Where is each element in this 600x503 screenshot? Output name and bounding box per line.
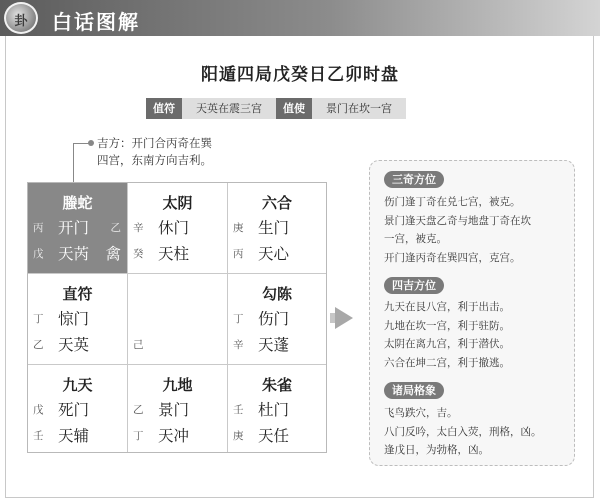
- door-label: 惊门: [58, 310, 90, 328]
- door-label: 伤门: [258, 310, 290, 328]
- palace-cell: [128, 183, 228, 274]
- star-label: 天芮: [58, 245, 90, 263]
- door-label: 死门: [58, 401, 90, 419]
- stem-label: 辛: [133, 222, 144, 234]
- star-label: 天心: [258, 245, 290, 263]
- palace-cell: [128, 274, 228, 365]
- stem-label: 壬: [233, 404, 244, 416]
- callout-connector: [73, 143, 89, 144]
- emblem-icon: 卦: [4, 2, 38, 34]
- section-title-three-wonders: 三奇方位: [384, 171, 444, 188]
- stem-label: 庚: [233, 430, 244, 442]
- spirit-label: 太阴: [162, 194, 193, 212]
- duty-door-value: 景门在坎一宫: [312, 98, 406, 119]
- page-title: 阳遁四局戊癸日乙卯时盘: [201, 65, 399, 85]
- stem-label: 戊: [33, 248, 44, 260]
- stem-label: 丙: [33, 222, 44, 234]
- spirit-label: 九地: [162, 376, 193, 394]
- duty-pills: [146, 98, 406, 119]
- section-text-four-auspicious: 九天在艮八宫，利于出击。 九地在坎一宫，利于驻防。 太阴在离九宫，利于潜伏。 六合在坤二宫，利于撤逃。: [384, 301, 510, 369]
- door-label: 生门: [258, 219, 290, 237]
- palace-cell: [128, 365, 228, 452]
- header-bar: [0, 0, 600, 36]
- stem-label: 壬: [33, 430, 44, 442]
- door-label: 休门: [158, 219, 190, 237]
- star-label: 天英: [58, 336, 90, 354]
- arrow-right-icon: [335, 307, 353, 329]
- callout-dot: [88, 140, 94, 146]
- stem-label: 丁: [33, 313, 44, 325]
- star-label: 天冲: [158, 427, 190, 445]
- section-title-patterns: 诸局格象: [384, 382, 444, 399]
- stem-label: 乙: [33, 339, 44, 351]
- palace-cell: [228, 274, 326, 365]
- palace-cell: [28, 183, 128, 274]
- stem-label: 癸: [133, 248, 144, 260]
- stem-label: 戊: [33, 404, 44, 416]
- stem-label: 庚: [233, 222, 244, 234]
- spirit-label: 九天: [62, 376, 93, 394]
- door-label: 景门: [158, 401, 190, 419]
- star-label: 禽: [105, 245, 121, 263]
- palace-cell: [228, 183, 326, 274]
- spirit-label: 螣蛇: [62, 194, 93, 212]
- spirit-label: 六合: [261, 194, 292, 212]
- stem-label: 己: [133, 339, 144, 351]
- palace-cell: [228, 365, 326, 452]
- palace-cell: [28, 274, 128, 365]
- palace-cell: [28, 365, 128, 452]
- stem-label: 乙: [133, 404, 144, 416]
- door-label: 开门: [58, 219, 90, 237]
- section-text-patterns: 飞鸟跌穴，吉。 八门反吟，太白入荧，刑格，凶。 逢戊日，为勃格，凶。: [384, 407, 542, 456]
- stem-label: 丁: [233, 313, 244, 325]
- section-title-four-auspicious: 四吉方位: [384, 277, 444, 294]
- stem-label: 丙: [233, 248, 244, 260]
- spirit-label: 直符: [62, 285, 93, 303]
- section-text-three-wonders: 伤门逢丁奇在兑七宫，被克。 景门逢天盘乙奇与地盘丁奇在坎 一宫，被克。 开门逢丙奇在巽四宫，克宫。: [384, 196, 531, 264]
- callout-line: [73, 143, 74, 183]
- door-label: 杜门: [258, 401, 290, 419]
- auspicious-note: 吉方：开门合丙奇在巽 四宫，东南方向吉利。: [97, 136, 212, 167]
- stem-label: 乙: [110, 222, 121, 234]
- duty-star-key: 值符: [146, 98, 182, 119]
- star-label: 天辅: [58, 427, 90, 445]
- star-label: 天蓬: [258, 336, 290, 354]
- nine-palace-grid: [27, 182, 327, 453]
- spirit-label: 勾陈: [261, 285, 292, 303]
- duty-door-key: 值使: [276, 98, 312, 119]
- stem-label: 丁: [133, 430, 144, 442]
- star-label: 天任: [258, 427, 290, 445]
- duty-star-value: 天英在震三宫: [182, 98, 276, 119]
- star-label: 天柱: [158, 245, 190, 263]
- spirit-label: 朱雀: [261, 376, 292, 394]
- header-title: 白话图解: [52, 10, 140, 34]
- stem-label: 辛: [233, 339, 244, 351]
